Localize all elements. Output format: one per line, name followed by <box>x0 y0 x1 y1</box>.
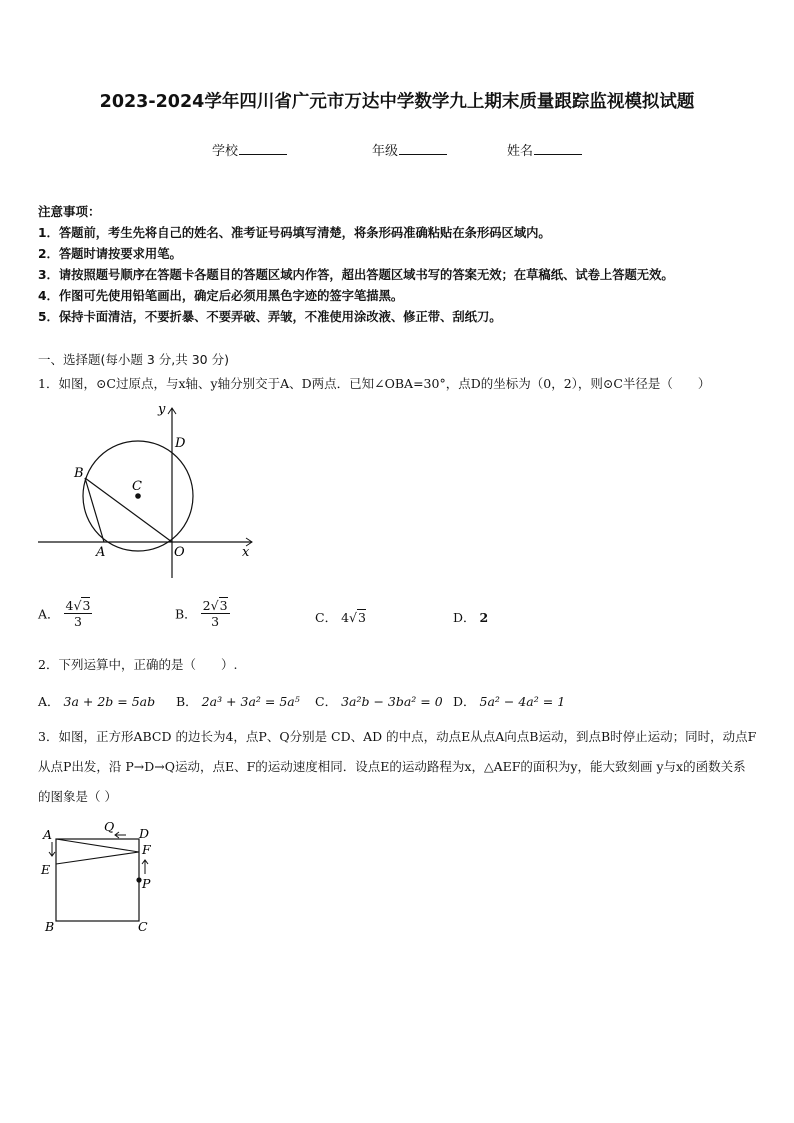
q1-option-b[interactable] <box>175 598 230 629</box>
label-q: Q <box>104 822 115 834</box>
q2-option-d-expr: 5a² − 4a² = 1 <box>479 694 566 709</box>
label-b: B <box>45 919 55 934</box>
q2-option-d-label: D． <box>453 694 476 709</box>
q1-option-b-radicand: 3 <box>219 598 228 613</box>
label-c: C <box>138 919 148 934</box>
q1-option-c-radicand: 3 <box>357 610 366 625</box>
q1-option-c-label: C． <box>315 610 338 625</box>
note-item: 5．保持卡面清洁，不要折暴、不要弄破、弄皱，不准使用涂改液、修正带、刮纸刀。 <box>38 310 502 324</box>
question-1-text: 1．如图，⊙C过原点，与x轴、y轴分别交于A、D两点．已知∠OBA=30°，点D的坐标为（0，2），则⊙C半径是（ ） <box>38 376 711 391</box>
segment-ba <box>85 478 104 542</box>
label-y: y <box>158 402 166 417</box>
q1-option-a[interactable] <box>38 598 92 629</box>
q1-option-a-num: 4 <box>65 598 74 613</box>
q2-option-b-label: B． <box>176 694 198 709</box>
label-x: x <box>242 545 250 560</box>
label-d: D <box>175 436 186 451</box>
q1-option-c-coef: 4 <box>341 610 350 625</box>
fraction: $\frac{2√3}{3}$ <box>202 598 228 629</box>
q1-option-b-label: B． <box>175 606 197 622</box>
segment-af <box>56 839 139 852</box>
q1-option-c[interactable]: C． 4√3 <box>315 610 366 625</box>
q2-option-b[interactable] <box>176 692 300 710</box>
label-o: O <box>174 545 185 560</box>
question-2-text: 2．下列运算中，正确的是（ ）. <box>38 657 238 672</box>
segment-bo <box>85 478 172 542</box>
label-c: C <box>132 479 142 494</box>
grade-blank <box>399 142 447 155</box>
point-p <box>136 877 141 882</box>
name-blank <box>534 142 582 155</box>
label-p: P <box>142 876 151 891</box>
label-a: A <box>43 827 53 842</box>
page-title: 2023-2024学年四川省广元市万达中学数学九上期末质量跟踪监视模拟试题 <box>99 92 695 112</box>
q1-option-a-den: 3 <box>73 614 82 629</box>
q1-option-d[interactable] <box>453 608 488 626</box>
note-item: 4．作图可先使用铅笔画出，确定后必须用黑色字迹的签字笔描黑。 <box>38 289 404 303</box>
q2-option-c[interactable] <box>315 692 443 710</box>
label-e: E <box>41 862 51 877</box>
question-3-text: 3．如图，正方形ABCD 的边长为4，点P、Q分别是 CD、AD 的中点，动点E从点A向点B运动，到点B时停止运动；同时，动点F从点P出发，沿 P→D→Q运动，点E、F的运动速度相同．设点E的运动路程为x，△AEF的面积为y，能大致刻画 y与x的函数关系的图象是（ ） <box>38 729 757 804</box>
label-a: A <box>96 545 106 560</box>
note-item: 1．答题前，考生先将自己的姓名、准考证号码填写清楚，将条形码准确粘贴在条形码区域内。 <box>38 226 551 240</box>
grade-field <box>372 140 447 159</box>
question-3-figure <box>38 822 168 940</box>
segment-ef <box>56 852 139 864</box>
q2-option-c-label: C． <box>315 694 338 709</box>
label-d: D <box>139 826 150 841</box>
question-1-figure <box>34 400 264 582</box>
center-point-c <box>135 493 141 499</box>
label-b: B <box>74 466 84 481</box>
q1-option-d-label: D． <box>453 610 476 625</box>
q1-option-a-label: A． <box>38 606 60 622</box>
section-heading: 一、选择题(每小题 3 分,共 30 分) <box>38 352 229 367</box>
square-abcd <box>56 839 139 921</box>
grade-label: 年级 <box>372 144 399 159</box>
name-field <box>507 140 582 159</box>
q2-option-b-expr: 2a³ + 3a² = 5a⁵ <box>201 694 300 709</box>
q2-option-d[interactable] <box>453 692 565 710</box>
name-label: 姓名 <box>507 144 534 159</box>
q1-option-a-radicand: 3 <box>82 598 91 613</box>
school-label: 学校 <box>212 144 239 159</box>
fraction: $\frac{4√3}{3}$ <box>65 598 91 629</box>
q1-option-b-num: 2 <box>202 598 211 613</box>
q2-option-a-expr: 3a + 2b = 5ab <box>63 694 156 709</box>
q2-option-a-label: A． <box>38 694 60 709</box>
q2-option-c-expr: 3a²b − 3ba² = 0 <box>341 694 443 709</box>
notes-heading: 注意事项： <box>38 204 101 219</box>
school-blank <box>239 142 287 155</box>
note-item: 2．答题时请按要求用笔。 <box>38 247 182 261</box>
q1-option-d-value: 2 <box>479 610 489 625</box>
label-f: F <box>142 842 151 857</box>
school-field <box>212 140 287 159</box>
q2-option-a[interactable] <box>38 692 155 710</box>
note-item: 3．请按照题号顺序在答题卡各题目的答题区域内作答，超出答题区域书写的答案无效；在草稿纸、试卷上答题无效。 <box>38 268 674 282</box>
q1-option-b-den: 3 <box>211 614 220 629</box>
